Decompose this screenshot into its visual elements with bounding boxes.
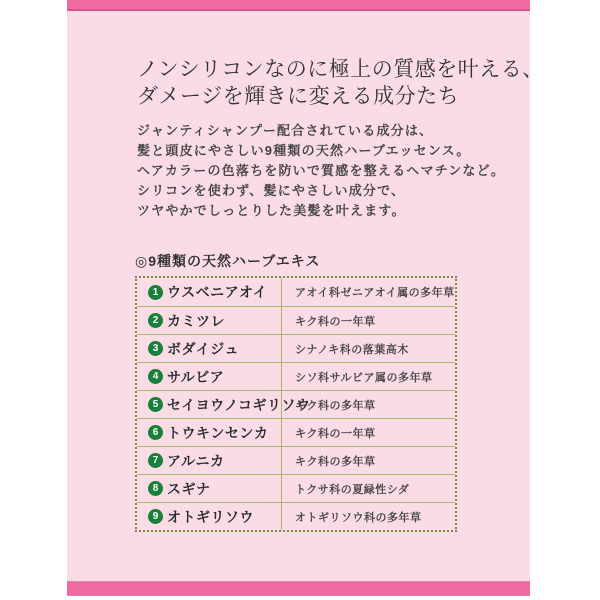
top-accent-bar [67,0,530,11]
section-title: ◎9種類の天然ハーブエキス [135,253,321,269]
intro-line: 髪と頭皮にやさしい9種類の天然ハーブエッセンス。 [137,143,471,158]
table-row [137,334,455,362]
number-badge-icon: 2 [148,313,163,328]
herb-name-cell [137,503,282,530]
herb-description: キク科の多年草 [295,399,376,412]
herb-description: トクサ科の夏緑性シダ [295,483,410,496]
number-badge-icon: 5 [148,397,163,412]
herb-name-cell [137,335,282,362]
herb-name-cell [137,475,282,502]
herb-name: ウスベニアオイ [167,284,268,300]
table-row [137,362,455,390]
number-badge-icon: 6 [148,425,163,440]
herb-description: アオイ科ゼニアオイ属の多年草 [295,287,455,299]
herb-name: オトギリソウ [167,508,254,525]
herb-description: キク科の多年草 [295,455,376,468]
herb-name: ボダイジュ [167,340,239,357]
herb-description: オトギリソウ科の多年草 [295,511,422,524]
number-badge-icon: 8 [148,481,163,496]
herb-name-cell [137,278,282,306]
herb-name: カミツレ [167,312,225,329]
content-area [67,11,544,581]
table-row [137,418,455,446]
herb-name: アルニカ [167,452,225,469]
number-badge-icon: 4 [148,369,163,384]
herb-name-cell [137,391,311,418]
table-row [137,306,455,334]
herb-name: スギナ [167,480,211,497]
herb-name-cell [137,363,282,390]
intro-text [137,121,505,221]
intro-line: シリコンを使わず、髪にやさしい成分で、 [137,183,406,198]
herb-name: サルビア [167,368,225,385]
herb-name: セイヨウノコギリソウ [167,396,311,413]
number-badge-icon: 1 [148,285,163,300]
bottom-accent-bar [67,581,530,596]
intro-line: ジャンティシャンプー配合されている成分は、 [137,123,434,138]
product-info-panel [67,0,544,594]
herb-description: シソ科サルビア属の多年草 [295,371,433,384]
page-title [137,56,544,110]
table-row [137,474,455,502]
table-row [137,502,455,530]
table-row [137,446,455,474]
intro-line: ヘアカラーの色落ちを防いで質感を整えるヘマチンなど。 [137,163,506,178]
herb-name: トウキンセンカ [167,424,269,441]
herb-description: キク科の一年草 [295,315,376,328]
herb-name-cell [137,307,282,334]
table-row [137,278,455,306]
herb-description: シナノキ科の落葉高木 [295,343,409,356]
page-title-line1: ノンシリコンなのに極上の質感を叶える、 [137,57,544,81]
herb-extract-table [135,276,457,532]
herb-name-cell [137,447,282,474]
number-badge-icon: 3 [148,341,163,356]
table-row [137,390,455,418]
page-title-line2: ダメージを輝きに変える成分たち [137,84,460,108]
number-badge-icon: 9 [148,509,163,524]
number-badge-icon: 7 [148,453,163,468]
herb-name-cell [137,419,282,446]
herb-description: キク科の一年草 [295,427,376,440]
intro-line: ツヤやかでしっとりした美髪を叶えます。 [137,203,406,218]
